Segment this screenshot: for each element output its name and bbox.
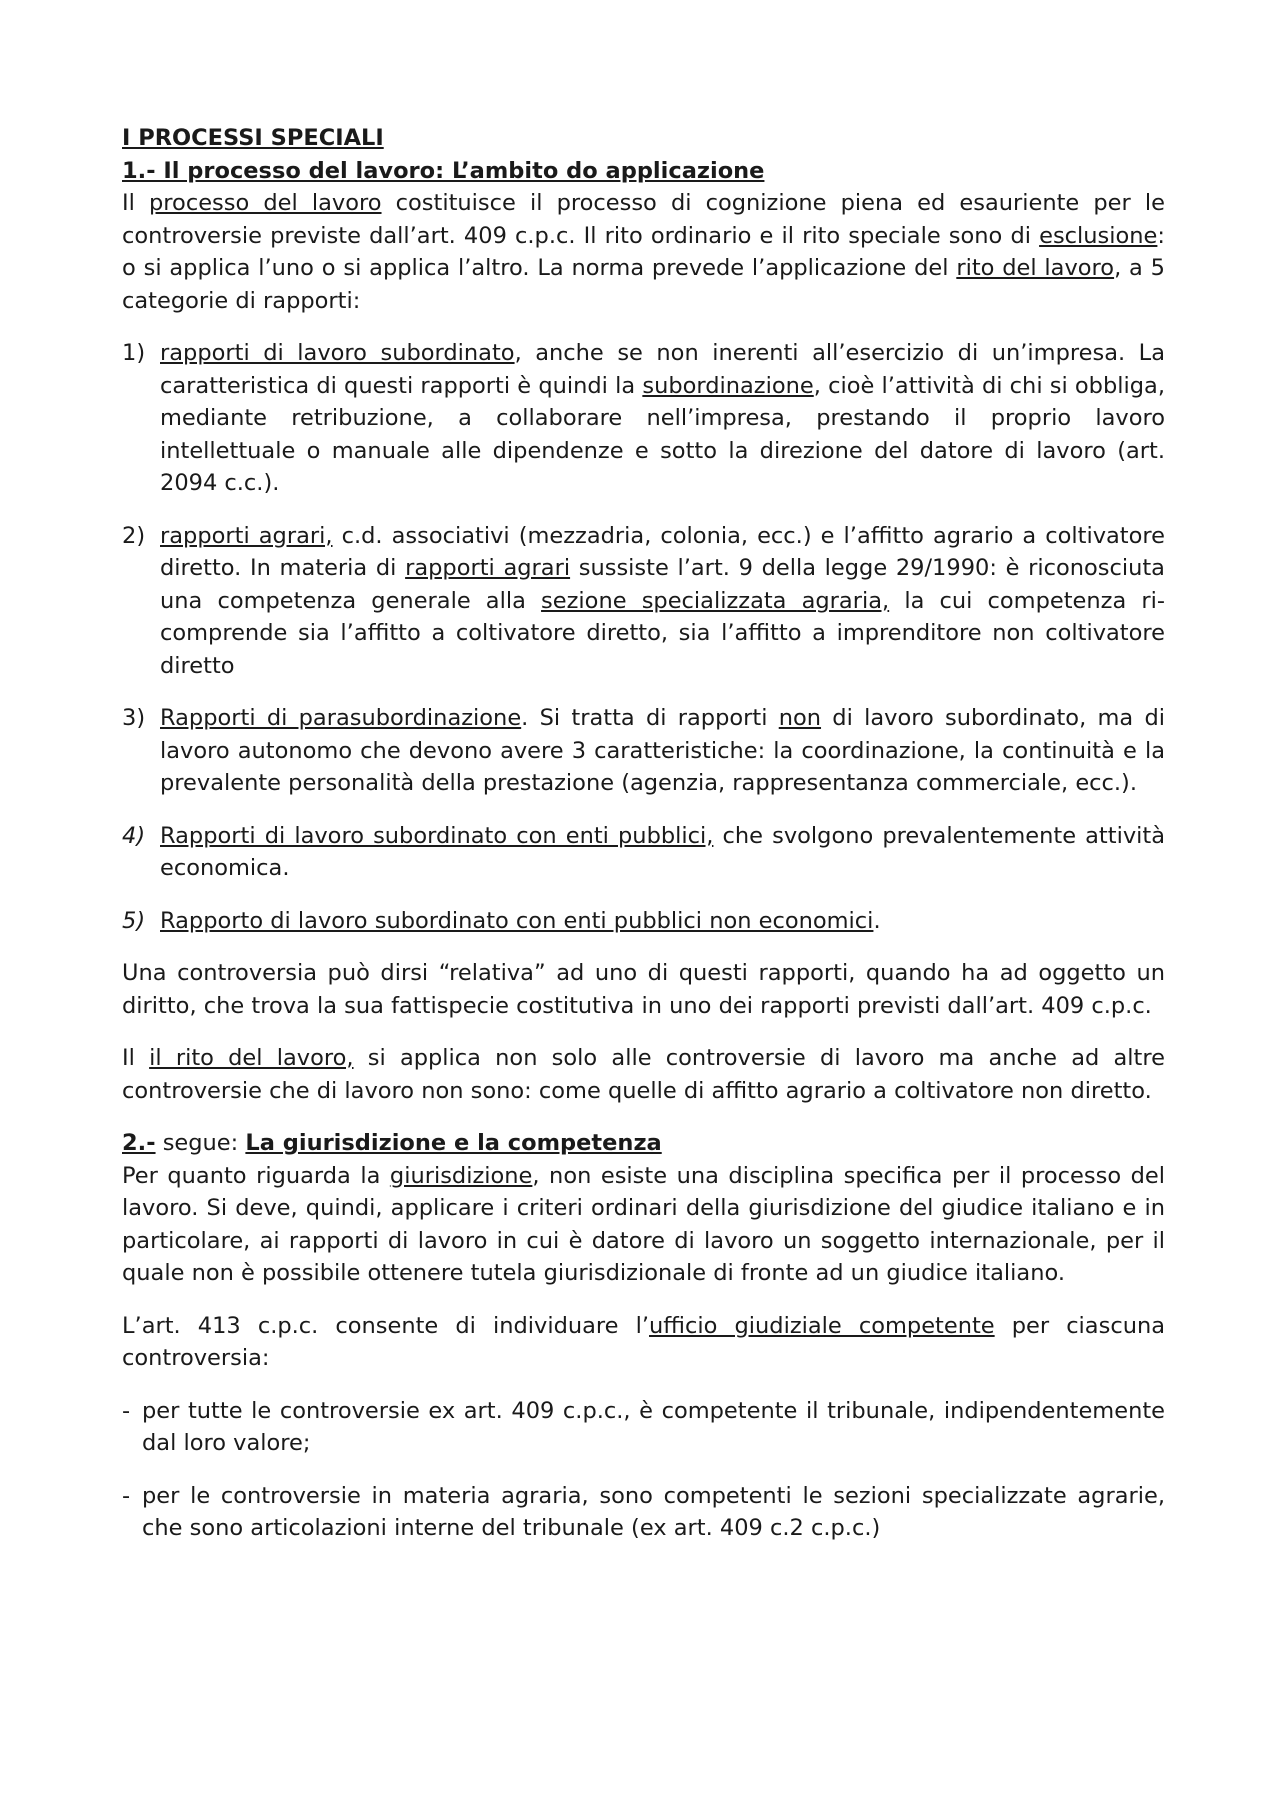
list-number: 1) <box>122 340 146 366</box>
underlined-term: non <box>778 705 822 731</box>
text-run: sussiste l’art. 9 della legge 29/1990: è riconosciuta una competenza generale alla <box>160 555 1165 614</box>
section-1-intro <box>122 187 1165 317</box>
underlined-term: ufficio giudiziale competente <box>649 1312 995 1339</box>
text-run: costituisce il processo di cognizione piena ed esauriente per le controversie previste dall’art. 409 c.p.c. Il rito ordinario e il rito speciale sono di <box>122 190 1165 249</box>
section-2-connector: segue: <box>155 1130 246 1156</box>
list-item <box>122 905 1165 938</box>
list-item <box>122 337 1165 500</box>
underlined-term: processo del lavoro <box>149 190 382 216</box>
underlined-term: Rapporti di lavoro subordinato con enti pubblici, <box>160 822 714 849</box>
dash-marker: - <box>122 1482 131 1509</box>
paragraph-relativa: Una controversia può dirsi “relativa” ad uno di questi rapporti, quando ha ad oggetto un diritto, che trova la sua fattispecie costitutiva in uno dei rapporti previsti dall’art. 409 c.p.c. <box>122 960 1165 1019</box>
text-run: Il <box>122 190 150 216</box>
section-2-number: 2.- <box>122 1130 156 1156</box>
text-run: c.d. associativi (mezzadria, colonia, ecc.) e l’affitto agrario a coltivatore diretto. In materia di <box>160 522 1165 581</box>
section-2-heading <box>122 1127 1165 1160</box>
underlined-term: Rapporto di lavoro subordinato con enti pubblici non economici <box>160 907 874 934</box>
text-run: : o si applica l’uno o si applica l’altro. La norma prevede l’applicazione del <box>122 222 1165 281</box>
list-number: 2) <box>122 522 146 549</box>
list-item <box>122 1480 1165 1545</box>
text-run: , a 5 categorie di rapporti: <box>122 255 1165 314</box>
underlined-term: il rito del lavoro, <box>149 1045 354 1071</box>
list-item <box>122 1395 1165 1460</box>
text-run: la cui competenza ri-comprende sia l’affitto a coltivatore diretto, sia l’affitto a imprenditore non coltivatore diretto <box>160 587 1165 679</box>
text-run: . <box>873 907 881 934</box>
text-run: . Si tratta di rapporti <box>521 705 779 731</box>
underlined-term: Rapporti di parasubordinazione <box>160 705 522 731</box>
section-2-heading-text: La giurisdizione e la competenza <box>245 1130 662 1156</box>
rapporti-list <box>122 337 1165 937</box>
section-1-heading-text: 1.- Il processo del lavoro: L’ambito do applicazione <box>122 157 765 184</box>
list-number: 5) <box>122 907 146 934</box>
text-run: Per quanto riguarda la <box>122 1162 390 1189</box>
text-run: per tutte le controversie ex art. 409 c.p.c., è competente il tribunale, indipendentemente dal loro valore; <box>142 1397 1165 1456</box>
text-run: , cioè l’attività di chi si obbliga, mediante retribuzione, a collaborare nell’impresa, prestando il proprio lavoro intellettuale o manuale alle dipendenze e sotto la direzione del datore di lavoro (art. 2094 c.c.). <box>160 372 1165 496</box>
text-run: L’art. 413 c.p.c. consente di individuare l’ <box>122 1312 650 1339</box>
underlined-term: giurisdizione <box>389 1162 533 1189</box>
section-1-heading <box>122 155 1165 188</box>
list-item <box>122 820 1165 885</box>
underlined-term: rito del lavoro <box>956 255 1115 281</box>
paragraph-rito <box>122 1042 1165 1107</box>
text-run: , anche se non inerenti all’esercizio di un’impresa. La caratteristica di questi rapporti è quindi la <box>160 340 1166 399</box>
paragraph-giurisdizione <box>122 1160 1165 1290</box>
underlined-term: esclusione <box>1039 222 1158 249</box>
underlined-term: rapporti agrari, <box>160 522 333 549</box>
underlined-term: subordinazione <box>642 372 814 399</box>
underlined-term: rapporti agrari <box>405 555 571 581</box>
list-number: 3) <box>122 705 146 731</box>
text-run: per ciascuna controversia: <box>122 1312 1166 1371</box>
competenza-list <box>122 1395 1165 1545</box>
dash-marker: - <box>122 1397 131 1424</box>
text-run: di lavoro subordinato, ma di lavoro autonomo che devono avere 3 caratteristiche: la coordinazione, la continuità e la prevalente personalità della prestazione (agenzia, rappresentanza commerciale, ecc.). <box>160 705 1165 796</box>
paragraph-art-413 <box>122 1310 1165 1375</box>
document-title: I PROCESSI SPECIALI <box>122 125 384 151</box>
text-run: si applica non solo alle controversie di lavoro ma anche ad altre controversie che di lavoro non sono: come quelle di affitto agrario a coltivatore non diretto. <box>122 1045 1165 1104</box>
text-run: , non esiste una disciplina specifica per il processo del lavoro. Si deve, quindi, applicare i criteri ordinari della giurisdizione del giudice italiano e in particolare, ai rapporti di lavoro in cui è datore di lavoro un soggetto internazionale, per il quale non è possibile ottenere tutela giurisdizionale di fronte ad un giudice italiano. <box>122 1162 1165 1286</box>
underlined-term: rapporti di lavoro subordinato <box>160 340 515 366</box>
text-run: che svolgono prevalentemente attività economica. <box>160 822 1166 881</box>
list-item <box>122 702 1165 800</box>
underlined-term: sezione specializzata agraria, <box>541 587 890 614</box>
text-run: Il <box>122 1045 150 1071</box>
list-item <box>122 520 1165 683</box>
list-number: 4) <box>122 822 146 849</box>
text-run: per le controversie in materia agraria, sono competenti le sezioni specializzate agrarie, che sono articolazioni interne del tribunale (ex art. 409 c.2 c.p.c.) <box>142 1482 1165 1541</box>
